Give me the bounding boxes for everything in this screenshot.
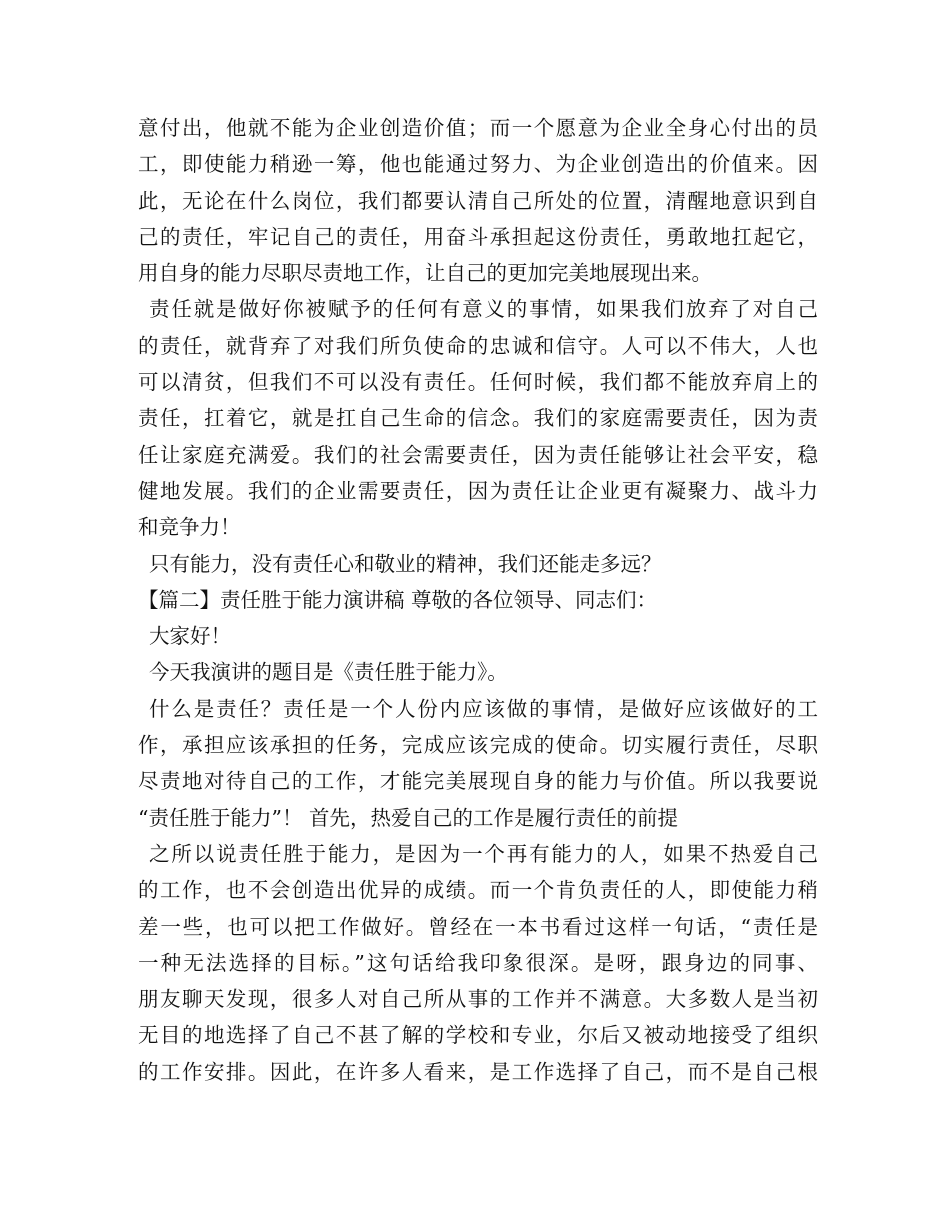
text-line: 工，即使能力稍逊一筹，他也能通过努力、为企业创造出的价值来。因 xyxy=(138,152,818,177)
text-line: 尽责地对待自己的工作，才能完美展现自身的能力与价值。所以我要说 xyxy=(138,769,818,794)
text-line: 用自身的能力尽职尽责地工作，让自己的更加完美地展现出来。 xyxy=(138,261,712,286)
paragraph-start-line: 责任就是做好你被赋予的任何有意义的事情，如果我们放弃了对自己 xyxy=(149,297,818,322)
text-line: 作，承担应该承担的任务，完成应该完成的使命。切实履行责任，尽职 xyxy=(138,733,818,758)
paragraph-start-line: 只有能力，没有责任心和敬业的精神，我们还能走多远？ xyxy=(149,551,662,576)
text-line: 的工作安排。因此，在许多人看来，是工作选择了自己，而不是自己根 xyxy=(138,1059,818,1084)
text-line: 意付出，他就不能为企业创造价值；而一个愿意为企业全身心付出的员 xyxy=(138,116,818,140)
text-line: 差一些，也可以把工作做好。曾经在一本书看过这样一句话，“责任是 xyxy=(138,914,818,939)
text-line: 的工作，也不会创造出优异的成绩。而一个肯负责任的人，即使能力稍 xyxy=(138,878,818,903)
paragraph-start-line: 之所以说责任胜于能力，是因为一个再有能力的人，如果不热爱自己 xyxy=(149,841,818,866)
text-line: 健地发展。我们的企业需要责任，因为责任让企业更有凝聚力、战斗力 xyxy=(138,478,818,503)
text-line: “责任胜于能力”！ 首先，热爱自己的工作是履行责任的前提 xyxy=(138,805,678,830)
document-body xyxy=(138,110,818,1090)
text-line: 任让家庭充满爱。我们的社会需要责任，因为责任能够让社会平安，稳 xyxy=(138,442,818,467)
text-line: 的责任，就背弃了对我们所负使命的忠诚和信守。人可以不伟大，人也 xyxy=(138,333,818,358)
section-heading: 【篇二】责任胜于能力演讲稿 尊敬的各位领导、同志们： xyxy=(138,587,658,612)
text-line: 和竞争力！ xyxy=(138,515,241,540)
text-line: 己的责任，牢记自己的责任，用奋斗承担起这份责任，勇敢地扛起它， xyxy=(138,224,818,249)
text-line: 可以清贫，但我们不可以没有责任。任何时候，我们都不能放弃肩上的 xyxy=(138,370,818,395)
greeting-line: 大家好！ xyxy=(149,624,231,649)
text-line: 此，无论在什么岗位，我们都要认清自己所处的位置，清醒地意识到自 xyxy=(138,188,818,213)
text-line: 朋友聊天发现，很多人对自己所从事的工作并不满意。大多数人是当初 xyxy=(138,987,818,1012)
paragraph-start-line: 今天我演讲的题目是《责任胜于能力》。 xyxy=(149,660,508,685)
text-line: 一种无法选择的目标。”这句话给我印象很深。是呀，跟身边的同事、 xyxy=(138,950,818,975)
text-line: 责任，扛着它，就是扛自己生命的信念。我们的家庭需要责任，因为责 xyxy=(138,406,818,431)
text-line: 无目的地选择了自己不甚了解的学校和专业，尔后又被动地接受了组织 xyxy=(138,1023,818,1048)
paragraph-start-line: 什么是责任？责任是一个人份内应该做的事情，是做好应该做好的工 xyxy=(149,696,818,721)
